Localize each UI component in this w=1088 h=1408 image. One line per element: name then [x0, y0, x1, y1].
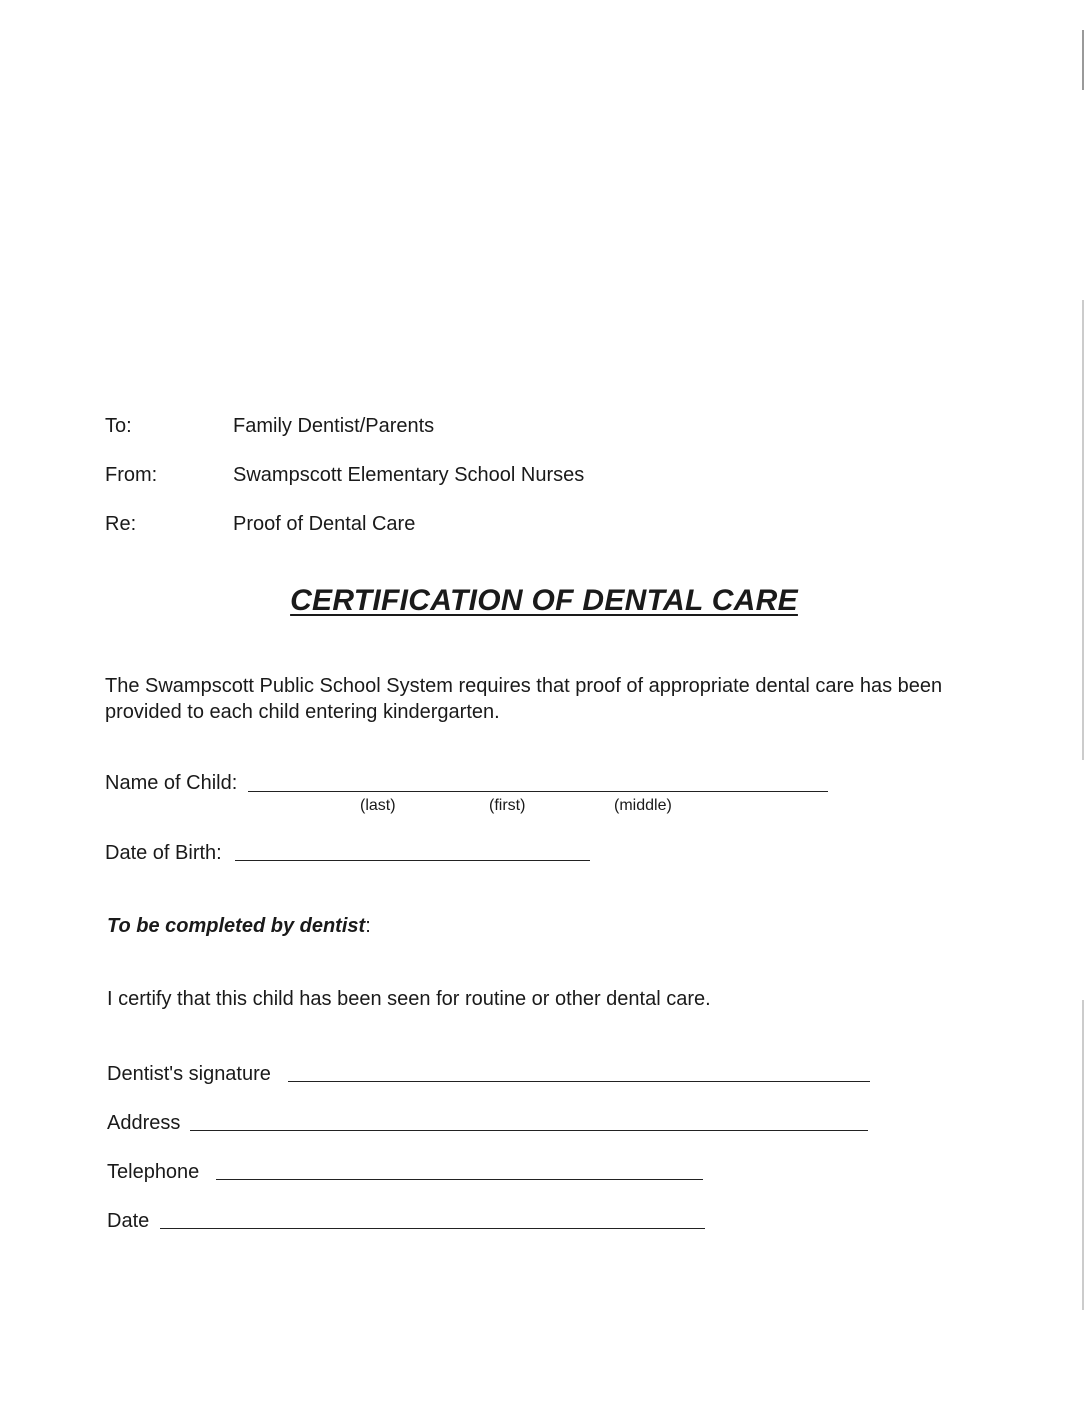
scan-edge-mark — [1082, 300, 1084, 760]
date-label: Date — [107, 1210, 150, 1232]
document-title: CERTIFICATION OF DENTAL CARE — [290, 584, 798, 617]
dentist-section-heading-colon: : — [365, 915, 371, 937]
dentist-section-heading — [107, 914, 371, 938]
telephone-label: Telephone — [107, 1161, 200, 1183]
child-name-label: Name of Child: — [105, 772, 238, 794]
intro-line-2: provided to each child entering kindergarten. — [105, 701, 500, 723]
address-field[interactable] — [190, 1130, 868, 1131]
child-name-middle-hint: (middle) — [614, 797, 672, 814]
memo-to-value: Family Dentist/Parents — [233, 415, 435, 437]
certify-statement: I certify that this child has been seen for routine or other dental care. — [107, 988, 711, 1010]
address-label: Address — [107, 1112, 181, 1134]
child-name-field[interactable] — [248, 791, 828, 792]
intro-line-1: The Swampscott Public School System requires that proof of appropriate dental care has been — [105, 675, 943, 697]
memo-from-label: From: — [105, 464, 158, 486]
signature-label: Dentist's signature — [107, 1063, 271, 1085]
memo-from-value: Swampscott Elementary School Nurses — [233, 464, 585, 486]
dentist-section-heading-text: To be completed by dentist — [107, 915, 366, 937]
intro-paragraph — [105, 673, 1005, 725]
dob-field[interactable] — [235, 860, 590, 861]
child-name-first-hint: (first) — [489, 797, 526, 814]
scan-edge-mark — [1082, 30, 1084, 90]
memo-to-label: To: — [105, 415, 132, 437]
dob-label: Date of Birth: — [105, 842, 222, 864]
scan-edge-mark — [1082, 1000, 1084, 1310]
telephone-field[interactable] — [216, 1179, 703, 1180]
date-field[interactable] — [160, 1228, 705, 1229]
child-name-last-hint: (last) — [360, 797, 396, 814]
memo-re-value: Proof of Dental Care — [233, 513, 416, 535]
memo-re-label: Re: — [105, 513, 137, 535]
signature-field[interactable] — [288, 1081, 870, 1082]
